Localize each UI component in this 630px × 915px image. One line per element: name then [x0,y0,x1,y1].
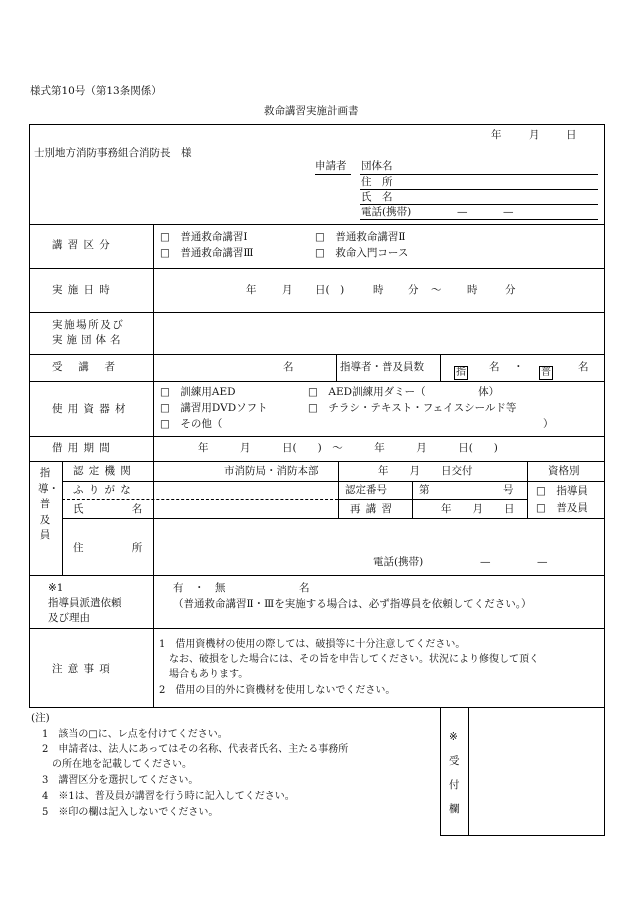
dispatch-line-1[interactable]: 有 ・ 無 名 [173,582,310,594]
promoter-unit: 名 [578,361,589,373]
qualification-promoter[interactable]: □ 普及員 [536,502,588,514]
datetime-year: 年 [246,284,257,296]
instructor-box[interactable]: 指 [456,367,466,378]
cert-date[interactable]: 年 月 日交付 [378,465,473,477]
cert-org-label: 認定機関 [73,465,136,477]
notes-heading: (注) [31,712,50,724]
datetime-hour: 時 [373,284,384,296]
date-day: 日 [566,129,577,141]
instructor-name-label: 氏名 [73,503,191,515]
borrow-period[interactable]: 年 月 日( ) ～ 年 月 日( ) [198,442,498,454]
form-title: 救命講習実施計画書 [264,105,359,117]
form-number: 様式第10号（第13条関係） [30,85,162,97]
equipment-other-close: ） [543,418,554,430]
venue-label-1: 実施場所及び [52,319,125,331]
cert-org-value[interactable]: 市消防局・消防本部 [224,465,319,477]
furigana-label: ふりがな [73,484,136,496]
notice-line-4: 2 借用の目的外に資機材を使用しないでください。 [159,685,396,696]
reception-label-1: 受 [449,755,460,767]
reception-label-3: 欄 [449,803,460,815]
applicant-group-line[interactable] [360,174,598,175]
note-5: 5 ※印の欄は記入しないでください。 [42,807,219,818]
instructor-count-label: 指導者・普及員数 [340,361,424,373]
applicant-group-label: 団体名 [361,160,393,172]
borrow-label: 借用期間 [52,442,115,454]
reclass-label: 再講習 [350,503,398,515]
course-option-3[interactable]: □ 普通救命講習Ⅲ [160,247,254,259]
instructor-phone-label: 電話(携帯) [373,556,424,568]
cert-no-label: 認定番号 [345,484,387,496]
datetime-minute: 分 [408,284,419,296]
qualification-label: 資格別 [548,465,580,477]
notice-label: 注意事項 [52,663,115,675]
course-option-2[interactable]: □ 普通救命講習Ⅱ [315,231,406,243]
applicant-name-line[interactable] [360,204,598,205]
participants-label: 受講者 [52,361,131,373]
addressee: 士別地方消防事務組合消防長 様 [34,147,192,159]
equipment-aed[interactable]: □ 訓練用AED [160,386,236,398]
instructor-address-label: 住所 [73,542,191,554]
dispatch-mark: ※1 [48,582,64,594]
instructor-phone-dash2: — [537,556,548,568]
dispatch-label-1: 指導員派遣依頼 [48,597,122,609]
applicant-label: 申請者 [315,160,347,172]
datetime-day: 日( ) [315,284,345,296]
applicant-address-label: 住 所 [361,176,393,188]
equipment-dvd[interactable]: □ 講習用DVDソフト [160,402,268,414]
applicant-phone-line[interactable] [360,219,598,220]
equipment-label: 使用資器材 [52,403,131,415]
datetime-label: 実施日時 [52,284,115,296]
date-year: 年 [491,129,502,141]
reception-label-2: 付 [449,779,460,791]
applicant-phone-dash1: — [457,206,468,218]
cert-no-value[interactable]: 第 号 [419,484,514,496]
applicant-address-line[interactable] [360,189,598,190]
equipment-dummy[interactable]: □ AED訓練用ダミー（ 体） [308,386,500,398]
notice-line-3: 場合もあります。 [159,669,249,680]
equipment-leaflet[interactable]: □ チラシ・テキスト・フェイスシールド等 [308,402,517,414]
note-2b: の所在地を記載してください。 [42,759,192,770]
course-option-4[interactable]: □ 救命入門コース [315,247,409,259]
equipment-other[interactable]: □ その他（ [160,418,223,430]
participants-unit: 名 [283,361,294,373]
venue-label-2: 実施団体名 [52,334,125,346]
venue-field[interactable] [160,318,600,348]
promoter-box[interactable]: 普 [541,367,551,378]
notice-line-2: なお、破損をした場合には、その旨を申告してください。状況により修復して頂く [159,654,539,665]
qualification-instructor[interactable]: □ 指導員 [536,485,588,497]
instructor-phone-dash1: — [480,556,491,568]
dispatch-line-2: （普通救命講習Ⅱ・Ⅲを実施する場合は、必ず指導員を依頼してください。） [173,598,532,610]
note-2: 2 申請者は、法人にあってはその名称、代表者氏名、主たる事務所 [42,744,349,755]
form-table [29,124,605,708]
datetime-tilde: ～ [431,284,442,296]
reception-box [440,707,605,836]
instructor-side-label: 指導・普及員 [38,467,59,541]
note-3: 3 講習区分を選択してください。 [42,775,199,786]
dispatch-label-2: 及び理由 [48,612,90,624]
datetime-month: 月 [282,284,293,296]
date-month: 月 [529,129,540,141]
note-1: 1 該当の□に、レ点を付けてください。 [42,729,228,740]
datetime-minute2: 分 [505,284,516,296]
course-option-1[interactable]: □ 普通救命講習Ⅰ [160,231,248,243]
reception-mark: ※ [449,731,458,743]
course-label: 講習区分 [52,239,115,251]
datetime-hour2: 時 [467,284,478,296]
note-4: 4 ※1は、普及員が講習を行う時に記入してください。 [42,791,295,802]
applicant-name-label: 氏 名 [361,191,393,203]
applicant-phone-dash2: — [503,206,514,218]
notice-line-1: 1 借用資機材の使用の際しては、破損等に十分注意してください。 [159,639,466,650]
reclass-value[interactable]: 年 月 日 [441,503,515,515]
instructor-unit: 名・ [489,361,538,373]
applicant-phone-label: 電話(携帯) [361,206,412,218]
